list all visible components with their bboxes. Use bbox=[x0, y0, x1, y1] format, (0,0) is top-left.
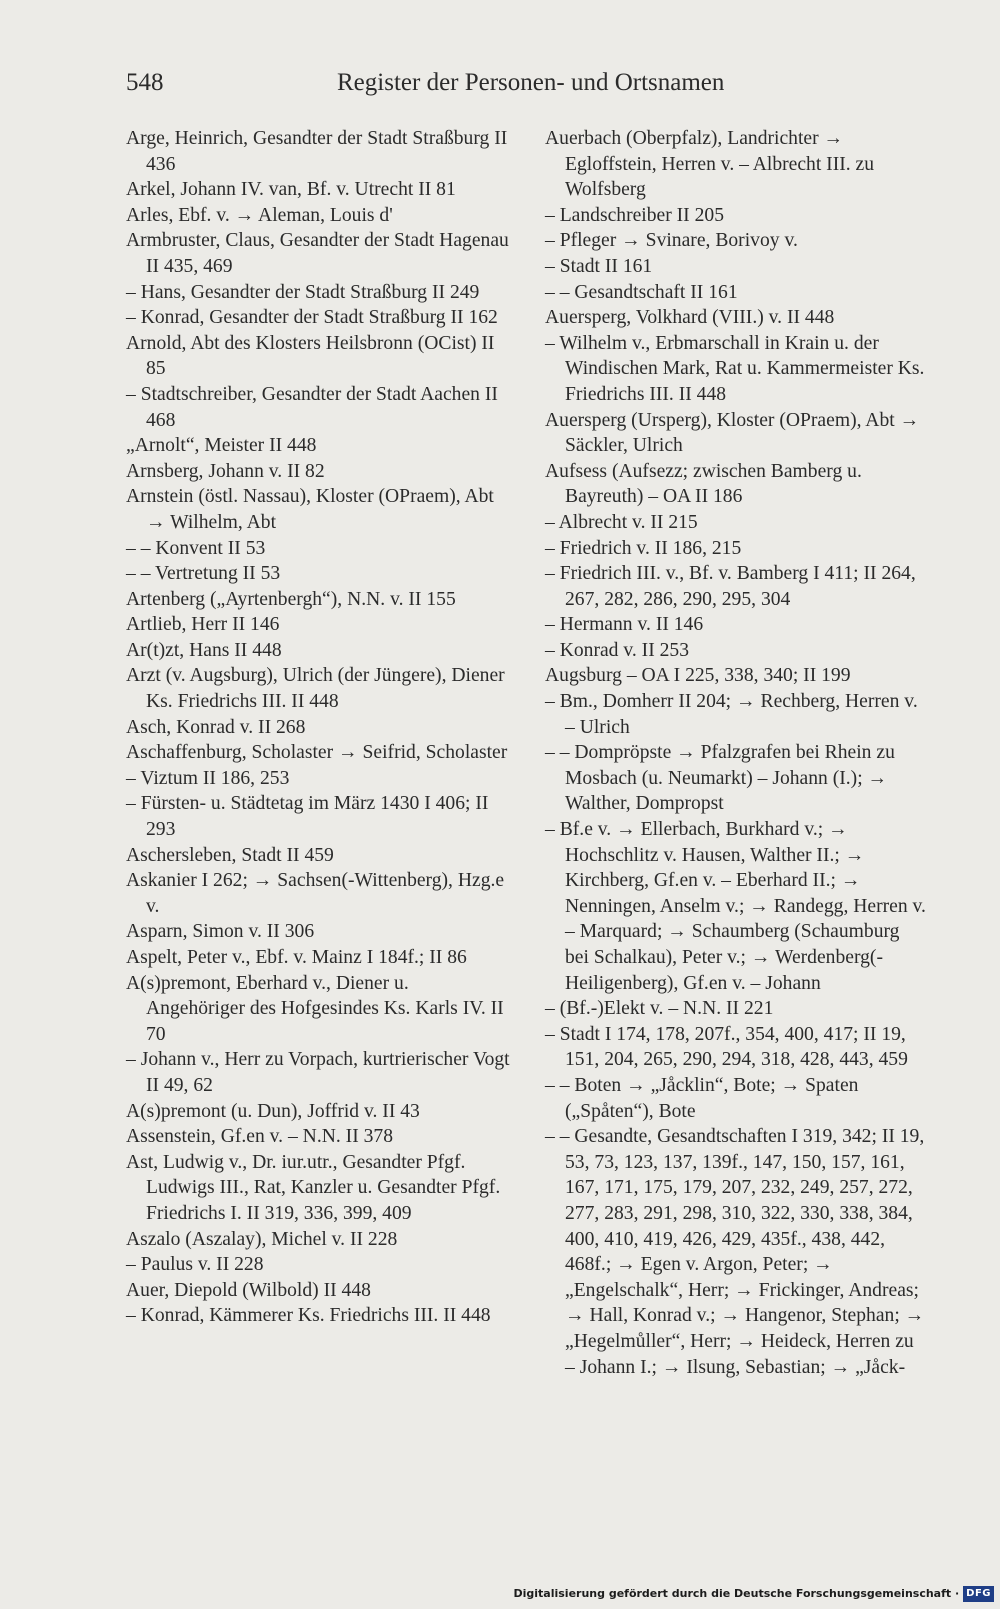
index-entry: – Hans, Gesandter der Stadt Straßburg II 249 bbox=[126, 281, 480, 303]
index-entry: – – Gesandtschaft II 161 bbox=[545, 281, 738, 303]
dfg-logo: DFG bbox=[963, 1586, 994, 1602]
index-entry: Artenberg („Ayrtenbergh“), N.N. v. II 155 bbox=[126, 588, 456, 610]
index-entry: Askanier I 262; → Sachsen(-Wittenberg), Hzg.e v. bbox=[126, 870, 505, 917]
index-entry: Auersperg (Ursperg), Kloster (OPraem), Abt → Säckler, Ulrich bbox=[545, 409, 920, 457]
index-entry: Ast, Ludwig v., Dr. iur.utr., Gesandter Pfgf. Ludwigs III., Rat, Kanzler u. Gesandter Pfgf. Friedrichs I. II 319, 336, 399, 409 bbox=[126, 1151, 501, 1224]
index-entry: Arles, Ebf. v. → Aleman, Louis d' bbox=[126, 204, 393, 226]
index-entry: – Hermann v. II 146 bbox=[545, 614, 704, 636]
index-entry: – – Vertretung II 53 bbox=[126, 563, 281, 585]
index-entry: – Bm., Domherr II 204; → Rechberg, Herren v. – Ulrich bbox=[545, 691, 918, 738]
index-entry: Artlieb, Herr II 146 bbox=[126, 614, 280, 636]
index-entry: Ar(t)zt, Hans II 448 bbox=[126, 639, 282, 661]
index-entry: – – Gesandte, Gesandtschaften I 319, 342; II 19, 53, 73, 123, 137, 139f., 147, 150, 157, 161, 167, 171, 175, 179, 207, 232, 249, 257, 272, 277, 283, 291, 298, 310, 322, 330, 338, 384, 400, 410, 419, 426, 429, 435f., 438, 442, 468f.; → Egen v. Argon, Peter; → „Engelschalk“, Herr; → Frickinger, Andreas; → Hall, Konrad v.; → Hangenor, Stephan; → „Hegelmůller“, Herr; → Heideck, Herren zu – Johann I.; → Ilsung, Sebastian; → „Jåck- bbox=[545, 1126, 925, 1378]
index-entry: – – Boten → „Jåcklin“, Bote; → Spaten („Spåten“), Bote bbox=[545, 1074, 859, 1122]
index-entry: – Wilhelm v., Erbmarschall in Krain u. der Windischen Mark, Rat u. Kammermeister Ks. Friedrichs III. II 448 bbox=[545, 332, 925, 405]
index-entry: Aschaffenburg, Scholaster → Seifrid, Scholaster bbox=[126, 742, 508, 764]
page-number: 548 bbox=[126, 69, 164, 96]
index-entry: Arzt (v. Augsburg), Ulrich (der Jüngere), Diener Ks. Friedrichs III. II 448 bbox=[126, 665, 505, 713]
funding-text: Digitalisierung gefördert durch die Deutsche Forschungsgemeinschaft · bbox=[513, 1587, 960, 1600]
index-entry: Arnold, Abt des Klosters Heilsbronn (OCist) II 85 bbox=[126, 332, 495, 380]
index-entry: – Albrecht v. II 215 bbox=[545, 511, 698, 533]
index-entry: – Landschreiber II 205 bbox=[545, 204, 724, 226]
index-entry: – Konrad, Kämmerer Ks. Friedrichs III. II 448 bbox=[126, 1305, 491, 1327]
index-entry: Augsburg – OA I 225, 338, 340; II 199 bbox=[545, 665, 851, 687]
index-entry: „Arnolt“, Meister II 448 bbox=[126, 435, 317, 457]
index-entry: – Friedrich v. II 186, 215 bbox=[545, 537, 742, 559]
index-entry: – (Bf.-)Elekt v. – N.N. II 221 bbox=[545, 998, 774, 1020]
index-entry: – Bf.e v. → Ellerbach, Burkhard v.; → Hochschlitz v. Hausen, Walther II.; → Kirchberg, Gf.en v. – Eberhard II.; → Nenningen, Anselm v.; → Randegg, Herren v. – Marquard; → Schaumberg (Schaumburg bei Schalkau), Peter v.; → Werdenberg(-Heiligenberg), Gf.en v. – Johann bbox=[545, 819, 926, 994]
index-entry: Aschersleben, Stadt II 459 bbox=[126, 844, 334, 866]
index-entry: Arkel, Johann IV. van, Bf. v. Utrecht II 81 bbox=[126, 179, 456, 201]
index-entry: Arnstein (östl. Nassau), Kloster (OPraem), Abt → Wilhelm, Abt bbox=[126, 486, 494, 533]
index-entry: – Friedrich III. v., Bf. v. Bamberg I 411; II 264, 267, 282, 286, 290, 295, 304 bbox=[545, 563, 916, 610]
index-entry: – Konrad v. II 253 bbox=[545, 639, 690, 661]
index-entry: – – Konvent II 53 bbox=[126, 537, 266, 559]
index-entry: – Fürsten- u. Städtetag im März 1430 I 406; II 293 bbox=[126, 793, 489, 841]
index-entry: Aufsess (Aufsezz; zwischen Bamberg u. Bayreuth) – OA II 186 bbox=[545, 460, 862, 508]
index-entry: Arge, Heinrich, Gesandter der Stadt Straßburg II 436 bbox=[126, 128, 508, 175]
index-entry: Aspelt, Peter v., Ebf. v. Mainz I 184f.; II 86 bbox=[126, 947, 467, 968]
index-entry: Arnsberg, Johann v. II 82 bbox=[126, 460, 325, 482]
funding-footer bbox=[513, 1583, 1000, 1605]
index-entry: – Stadt II 161 bbox=[545, 255, 653, 277]
index-entry: Auersperg, Volkhard (VIII.) v. II 448 bbox=[545, 307, 835, 329]
index-entry: – Pfleger → Svinare, Borivoy v. bbox=[545, 230, 798, 252]
index-entry: A(s)premont, Eberhard v., Diener u. Angehöriger des Hofgesindes Ks. Karls IV. II 70 bbox=[126, 972, 504, 1045]
running-title: Register der Personen- und Ortsnamen bbox=[337, 69, 725, 96]
index-entry: A(s)premont (u. Dun), Joffrid v. II 43 bbox=[126, 1100, 420, 1122]
index-entry: Auerbach (Oberpfalz), Landrichter → Egloffstein, Herren v. – Albrecht III. zu Wolfsberg bbox=[545, 128, 875, 201]
index-column-left bbox=[126, 126, 510, 1329]
page-header bbox=[126, 66, 726, 100]
index-entry: Asparn, Simon v. II 306 bbox=[126, 921, 315, 943]
index-entry: – Viztum II 186, 253 bbox=[126, 767, 290, 789]
index-entry: – Stadtschreiber, Gesandter der Stadt Aachen II 468 bbox=[126, 383, 498, 431]
index-entry: – Johann v., Herr zu Vorpach, kurtrierischer Vogt II 49, 62 bbox=[126, 1049, 510, 1096]
index-entry: – Stadt I 174, 178, 207f., 354, 400, 417; II 19, 151, 204, 265, 290, 294, 318, 428, 443, 459 bbox=[545, 1023, 908, 1071]
index-entry: Asch, Konrad v. II 268 bbox=[126, 716, 306, 738]
index-column-right bbox=[545, 126, 927, 1380]
index-entry: – Paulus v. II 228 bbox=[126, 1254, 264, 1276]
index-entry: Assenstein, Gf.en v. – N.N. II 378 bbox=[126, 1126, 394, 1148]
index-entry: – Konrad, Gesandter der Stadt Straßburg II 162 bbox=[126, 307, 498, 329]
index-entry: Aszalo (Aszalay), Michel v. II 228 bbox=[126, 1228, 398, 1250]
index-entry: Armbruster, Claus, Gesandter der Stadt Hagenau II 435, 469 bbox=[126, 230, 509, 277]
index-entry: – – Dompröpste → Pfalzgrafen bei Rhein zu Mosbach (u. Neumarkt) – Johann (I.); → Walther, Dompropst bbox=[545, 742, 895, 815]
index-entry: Auer, Diepold (Wilbold) II 448 bbox=[126, 1279, 371, 1301]
